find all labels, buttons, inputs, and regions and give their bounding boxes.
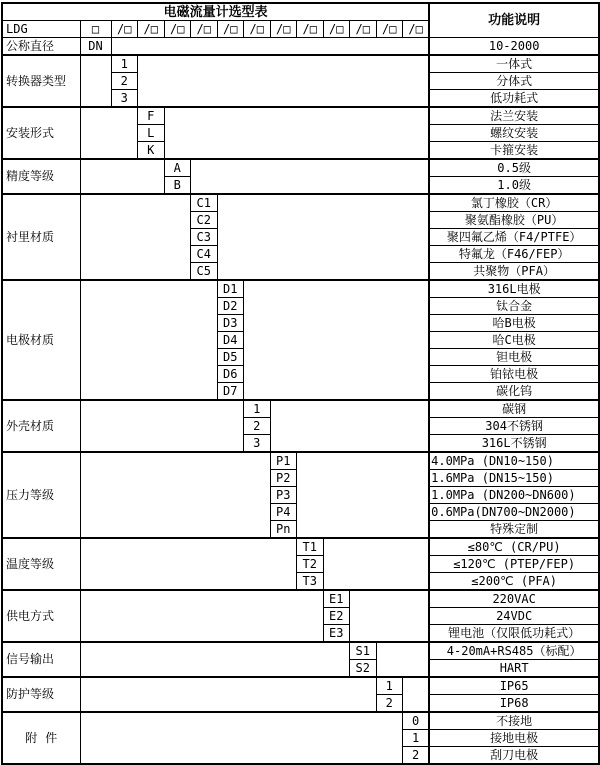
option-code: 1 (403, 730, 430, 747)
option-description: 氯丁橡胶（CR） (429, 194, 599, 212)
option-description: 接地电极 (429, 730, 599, 747)
option-code: D5 (217, 349, 244, 366)
option-description: 哈C电极 (429, 332, 599, 349)
option-code: 2 (244, 418, 271, 435)
spacer-cell (80, 107, 138, 159)
spacer-cell (80, 590, 323, 642)
option-code: 0 (403, 712, 430, 730)
option-description: 聚四氟乙烯（F4/PTFE） (429, 229, 599, 246)
option-description: 4-20mA+RS485（标配） (429, 642, 599, 660)
model-box-cell: /□ (244, 21, 271, 38)
model-box-cell: /□ (297, 21, 324, 38)
option-code: C4 (191, 246, 218, 263)
table-title: 电磁流量计选型表 (2, 3, 429, 21)
option-row (2, 55, 599, 73)
option-description: HART (429, 660, 599, 678)
spacer-cell (323, 538, 429, 590)
option-description: ≤120℃ (PTEP/FEP) (429, 556, 599, 573)
option-code: T1 (297, 538, 324, 556)
option-code: S1 (350, 642, 377, 660)
model-box-cell: /□ (164, 21, 191, 38)
spacer-cell (297, 452, 430, 538)
option-description: 1.0MPa (DN200~DN600) (429, 487, 599, 504)
spacer-cell (217, 194, 429, 280)
option-description: 钛合金 (429, 298, 599, 315)
spacer-cell (80, 452, 270, 538)
option-description: 1.0级 (429, 177, 599, 195)
option-description: 316L不锈钢 (429, 435, 599, 453)
spacer-cell (138, 55, 430, 107)
group-label: 电极材质 (2, 280, 80, 400)
option-description: 不接地 (429, 712, 599, 730)
option-code: 2 (403, 747, 430, 765)
option-code: T3 (297, 573, 324, 591)
option-code: D7 (217, 383, 244, 401)
option-code: C1 (191, 194, 218, 212)
option-code: 1 (111, 55, 138, 73)
option-code: T2 (297, 556, 324, 573)
option-code: P3 (270, 487, 297, 504)
spacer-cell (80, 55, 111, 107)
spacer-cell (350, 590, 430, 642)
option-description: 分体式 (429, 73, 599, 90)
option-code: Pn (270, 521, 297, 539)
option-code: E3 (323, 625, 350, 643)
option-row (2, 642, 599, 660)
option-description: 304不锈钢 (429, 418, 599, 435)
option-code: P1 (270, 452, 297, 470)
spacer-cell (80, 400, 244, 452)
option-description: 220VAC (429, 590, 599, 608)
spacer-cell (80, 538, 297, 590)
option-description: 特殊定制 (429, 521, 599, 539)
option-code: E1 (323, 590, 350, 608)
option-code: C5 (191, 263, 218, 281)
model-box-cell: /□ (403, 21, 430, 38)
group-label: 供电方式 (2, 590, 80, 642)
option-code: C3 (191, 229, 218, 246)
spacer-cell (244, 280, 430, 400)
option-code: D6 (217, 366, 244, 383)
option-code: L (138, 125, 165, 142)
group-label: 附件 (2, 712, 80, 764)
spacer-cell (80, 280, 217, 400)
model-box-cell: /□ (323, 21, 350, 38)
function-column-header: 功能说明 (429, 3, 599, 38)
option-code: D3 (217, 315, 244, 332)
group-label: 信号输出 (2, 642, 80, 677)
option-code: D2 (217, 298, 244, 315)
group-label: 转换器类型 (2, 55, 80, 107)
option-row (2, 400, 599, 418)
option-description: 锂电池（仅限低功耗式） (429, 625, 599, 643)
option-description: 4.0MPa (DN10~150) (429, 452, 599, 470)
model-box-cell: /□ (138, 21, 165, 38)
option-row (2, 677, 599, 695)
group-label: 安装形式 (2, 107, 80, 159)
spacer-cell (80, 194, 191, 280)
option-code: 3 (244, 435, 271, 453)
option-code: E2 (323, 608, 350, 625)
option-description: 特氟龙（F46/FEP） (429, 246, 599, 263)
spacer-cell (376, 642, 429, 677)
option-code: D4 (217, 332, 244, 349)
option-code: 1 (376, 677, 403, 695)
model-box-cell: /□ (270, 21, 297, 38)
option-description: ≤200℃ (PFA) (429, 573, 599, 591)
spacer-cell (164, 107, 429, 159)
option-row (2, 280, 599, 298)
option-description: 共聚物（PFA） (429, 263, 599, 281)
option-code: 2 (111, 73, 138, 90)
option-code: P4 (270, 504, 297, 521)
group-label: 防护等级 (2, 677, 80, 712)
option-description: IP68 (429, 695, 599, 713)
group-label: 衬里材质 (2, 194, 80, 280)
model-box-cell: /□ (350, 21, 377, 38)
option-code: P2 (270, 470, 297, 487)
option-code: DN (80, 38, 111, 56)
title-row (2, 3, 599, 21)
option-description: 低功耗式 (429, 90, 599, 108)
option-row (2, 538, 599, 556)
spacer-cell (403, 677, 430, 712)
option-description: 0.6MPa(DN700~DN2000) (429, 504, 599, 521)
option-description: ≤80℃ (CR/PU) (429, 538, 599, 556)
option-description: 10-2000 (429, 38, 599, 56)
option-row (2, 590, 599, 608)
option-description: 法兰安装 (429, 107, 599, 125)
group-label: 精度等级 (2, 159, 80, 194)
option-code: F (138, 107, 165, 125)
model-box-cell: /□ (376, 21, 403, 38)
spacer-cell (80, 712, 403, 764)
spacer-cell (80, 642, 350, 677)
spacer-cell (191, 159, 430, 194)
model-prefix-label: LDG (2, 21, 80, 38)
option-code: S2 (350, 660, 377, 678)
group-label: 温度等级 (2, 538, 80, 590)
option-code: C2 (191, 212, 218, 229)
option-description: 0.5级 (429, 159, 599, 177)
spacer-cell (80, 677, 376, 712)
option-description: IP65 (429, 677, 599, 695)
option-row (2, 159, 599, 177)
spacer-cell (111, 38, 429, 56)
option-row (2, 712, 599, 730)
option-description: 钽电极 (429, 349, 599, 366)
option-description: 聚氨酯橡胶（PU） (429, 212, 599, 229)
option-code: D1 (217, 280, 244, 298)
option-row (2, 194, 599, 212)
model-box-cell: /□ (217, 21, 244, 38)
option-description: 哈B电极 (429, 315, 599, 332)
option-code: B (164, 177, 191, 195)
option-description: 碳化钨 (429, 383, 599, 401)
option-code: 3 (111, 90, 138, 108)
option-code: 1 (244, 400, 271, 418)
group-label: 公称直径 (2, 38, 80, 56)
spacer-cell (270, 400, 429, 452)
option-row (2, 452, 599, 470)
selection-table (1, 2, 600, 765)
option-description: 刮刀电极 (429, 747, 599, 765)
option-code: 2 (376, 695, 403, 713)
option-description: 碳钢 (429, 400, 599, 418)
option-row (2, 38, 599, 56)
option-description: 1.6MPa (DN15~150) (429, 470, 599, 487)
option-row (2, 107, 599, 125)
group-label: 外壳材质 (2, 400, 80, 452)
option-description: 螺纹安装 (429, 125, 599, 142)
option-description: 卡箍安装 (429, 142, 599, 160)
option-description: 一体式 (429, 55, 599, 73)
option-description: 316L电极 (429, 280, 599, 298)
model-box-cell: /□ (111, 21, 138, 38)
option-description: 铂铱电极 (429, 366, 599, 383)
spacer-cell (80, 159, 164, 194)
group-label: 压力等级 (2, 452, 80, 538)
model-box-cell: □ (80, 21, 111, 38)
model-box-cell: /□ (191, 21, 218, 38)
option-description: 24VDC (429, 608, 599, 625)
option-code: A (164, 159, 191, 177)
option-code: K (138, 142, 165, 160)
